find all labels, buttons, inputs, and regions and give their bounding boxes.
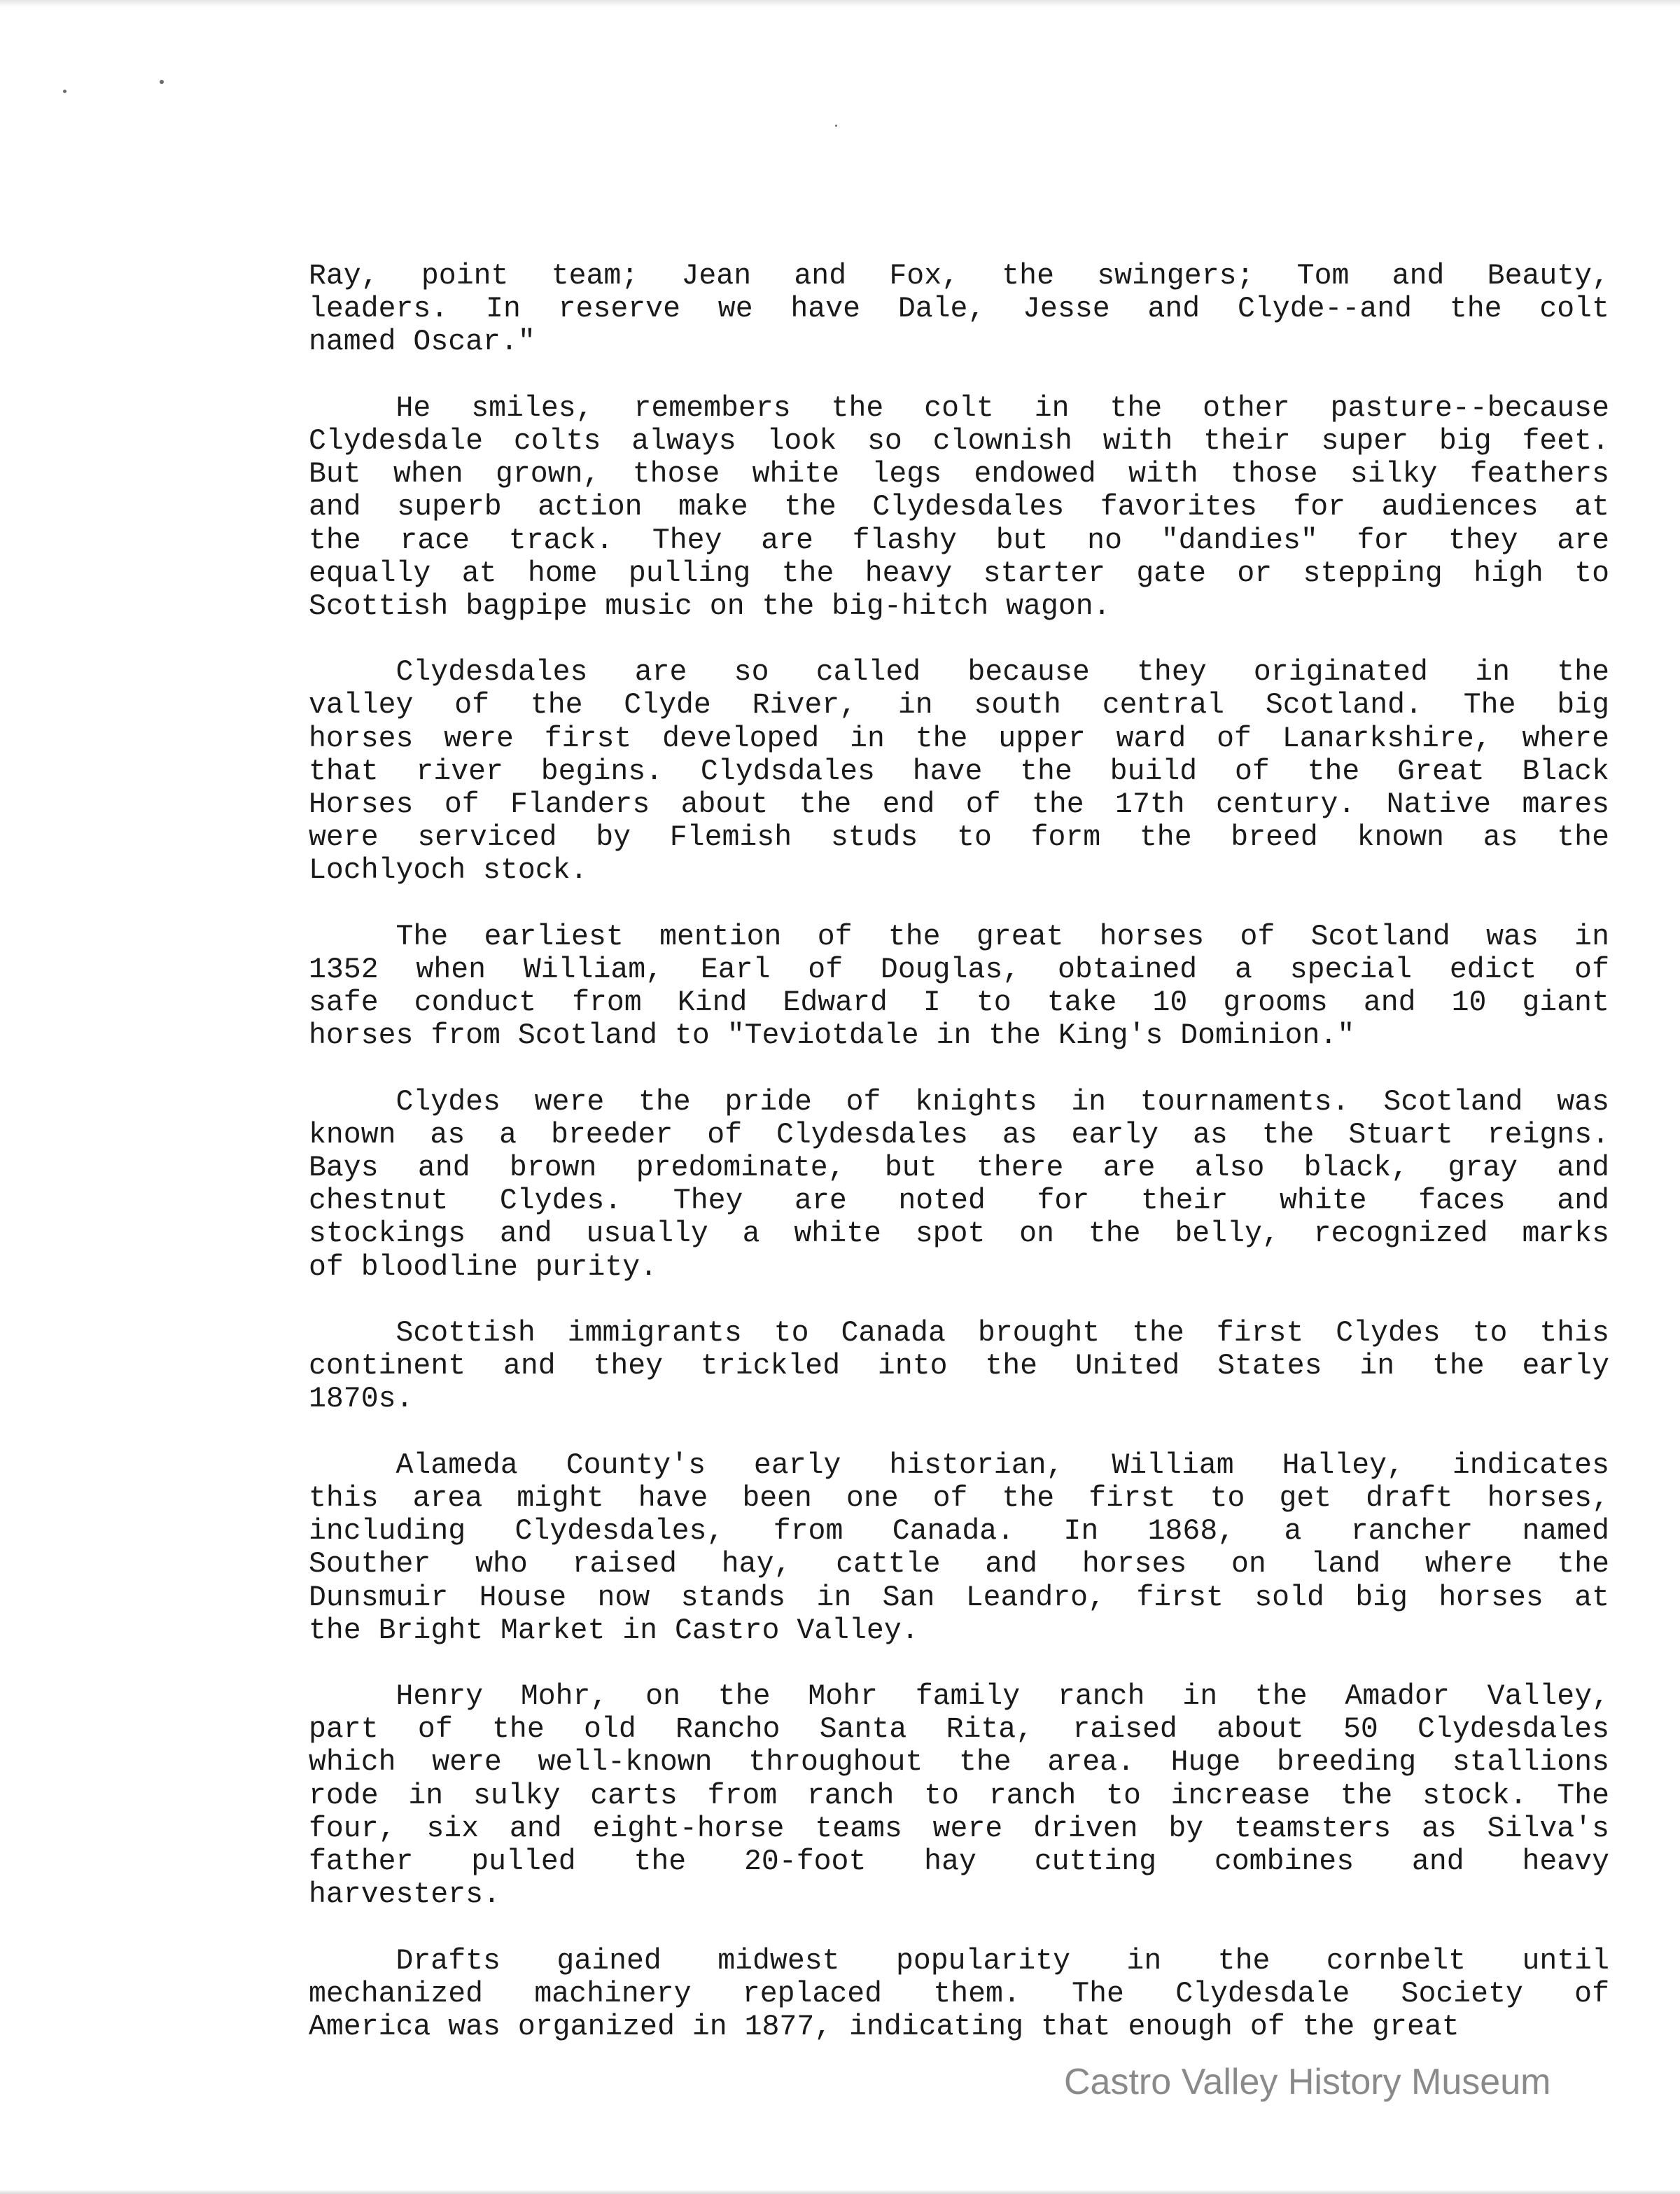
- paragraph: [309, 656, 1609, 887]
- text-line: stockings and usually a white spot on the belly, recognized marks: [309, 1217, 1609, 1251]
- text-line: known as a breeder of Clydesdales as early as the Stuart reigns.: [309, 1118, 1609, 1152]
- text-line: Lochlyoch stock.: [309, 854, 588, 888]
- paragraph: [309, 921, 1609, 1053]
- text-line: Horses of Flanders about the end of the 17th century. Native mares: [309, 788, 1609, 821]
- scan-speck: [835, 125, 837, 127]
- text-line: father pulled the 20-foot hay cutting combines and heavy: [309, 1845, 1609, 1878]
- text-line: were serviced by Flemish studs to form the breed known as the: [309, 821, 1609, 855]
- paragraph: [309, 1449, 1609, 1647]
- text-line: horses were first developed in the upper ward of Lanarkshire, where: [309, 722, 1609, 755]
- text-line: Drafts gained midwest popularity in the cornbelt until: [396, 1944, 1609, 1978]
- text-line: Henry Mohr, on the Mohr family ranch in the Amador Valley,: [396, 1680, 1609, 1714]
- text-line: rode in sulky carts from ranch to ranch to increase the stock. The: [309, 1779, 1609, 1812]
- text-line: leaders. In reserve we have Dale, Jesse and Clyde--and the colt: [309, 293, 1609, 326]
- text-line: Clydes were the pride of knights in tournaments. Scotland was: [396, 1085, 1609, 1119]
- text-line: Dunsmuir House now stands in San Leandro, first sold big horses at: [309, 1581, 1609, 1614]
- text-line: horses from Scotland to "Teviotdale in the King's Dominion.": [309, 1019, 1355, 1053]
- text-line: Souther who raised hay, cattle and horses on land where the: [309, 1548, 1609, 1581]
- typewritten-page-body: [309, 260, 1609, 2076]
- text-line: valley of the Clyde River, in south central Scotland. The big: [309, 689, 1609, 722]
- paragraph: [309, 260, 1609, 359]
- paragraph: [309, 1945, 1609, 2044]
- text-line: The earliest mention of the great horses of Scotland was in: [396, 920, 1609, 953]
- paragraph: [309, 392, 1609, 623]
- paragraph: [309, 1317, 1609, 1416]
- text-line: safe conduct from Kind Edward I to take 10 grooms and 10 giant: [309, 986, 1609, 1020]
- text-line: 1352 when William, Earl of Douglas, obtained a special edict of: [309, 953, 1609, 986]
- text-line: Scottish bagpipe music on the big-hitch wagon.: [309, 589, 1111, 623]
- text-line: that river begins. Clydsdales have the build of the Great Black: [309, 755, 1609, 788]
- scan-speck: [63, 90, 66, 93]
- text-line: But when grown, those white legs endowed with those silky feathers: [309, 458, 1609, 491]
- text-line: and superb action make the Clydesdales favorites for audiences at: [309, 491, 1609, 524]
- scan-top-edge: [0, 0, 1680, 7]
- text-line: Scottish immigrants to Canada brought the first Clydes to this: [396, 1317, 1609, 1350]
- text-line: equally at home pulling the heavy starter gate or stepping high to: [309, 557, 1609, 590]
- text-line: continent and they trickled into the United States in the early: [309, 1350, 1609, 1383]
- text-line: 1870s.: [309, 1383, 414, 1416]
- text-line: mechanized machinery replaced them. The Clydesdale Society of: [309, 1977, 1609, 2011]
- museum-watermark: Castro Valley History Museum: [1064, 2062, 1551, 2102]
- text-line: including Clydesdales, from Canada. In 1868, a rancher named: [309, 1515, 1609, 1549]
- text-line: chestnut Clydes. They are noted for their white faces and: [309, 1185, 1609, 1218]
- text-line: the Bright Market in Castro Valley.: [309, 1614, 919, 1647]
- text-line: harvesters.: [309, 1878, 500, 1912]
- scan-speck: [160, 80, 164, 84]
- text-line: Ray, point team; Jean and Fox, the swingers; Tom and Beauty,: [309, 260, 1609, 293]
- text-line: America was organized in 1877, indicating that enough of the great: [309, 2010, 1460, 2043]
- scan-bottom-edge: [0, 2190, 1680, 2194]
- text-line: part of the old Rancho Santa Rita, raised about 50 Clydesdales: [309, 1713, 1609, 1747]
- text-line: He smiles, remembers the colt in the other pasture--because: [396, 391, 1609, 425]
- text-line: Clydesdale colts always look so clownish with their super big feet.: [309, 424, 1609, 458]
- text-line: the race track. They are flashy but no "dandies" for they are: [309, 524, 1609, 557]
- paragraph: [309, 1680, 1609, 1911]
- text-line: Alameda County's early historian, William Halley, indicates: [396, 1448, 1609, 1482]
- text-line: Bays and brown predominate, but there are also black, gray and: [309, 1152, 1609, 1185]
- text-line: this area might have been one of the first to get draft horses,: [309, 1481, 1609, 1515]
- text-line: named Oscar.": [309, 326, 536, 359]
- text-line: which were well-known throughout the area. Huge breeding stallions: [309, 1746, 1609, 1780]
- text-line: four, six and eight-horse teams were driven by teamsters as Silva's: [309, 1812, 1609, 1845]
- text-line: of bloodline purity.: [309, 1250, 658, 1284]
- paragraph: [309, 1086, 1609, 1284]
- text-line: Clydesdales are so called because they originated in the: [396, 656, 1609, 690]
